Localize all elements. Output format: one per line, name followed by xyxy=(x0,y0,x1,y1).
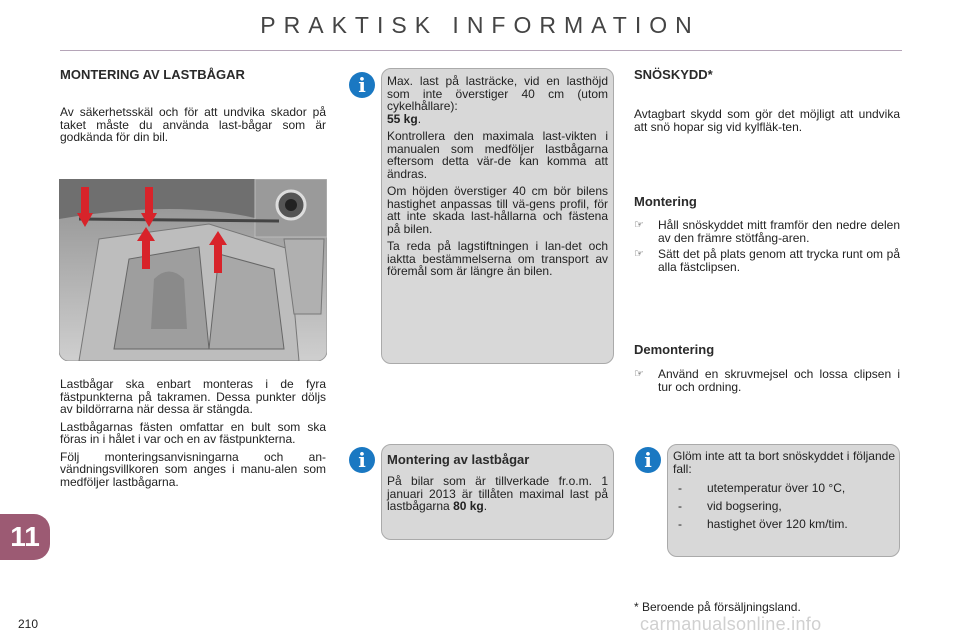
lastbagar-heading: MONTERING AV LASTBÅGAR xyxy=(60,67,245,82)
lastbagar-body xyxy=(60,378,326,493)
max-load-value: 55 kg xyxy=(387,111,418,126)
list-item: ☞ Använd en skruvmejsel och lossa clipsen i tur och ordning. xyxy=(634,367,900,394)
info-icon: i xyxy=(349,72,375,98)
demontering-list xyxy=(634,368,900,397)
info-paragraph: Om höjden överstiger 40 cm bör bilens hastighet anpassas till vä-gens profil, för att inte skada last-hållarna och fästena på bilen. xyxy=(387,184,608,236)
footnote: * Beroende på försäljningsland. xyxy=(634,600,801,614)
list-item: - utetemperatur över 10 °C, xyxy=(678,481,846,495)
montering-list xyxy=(634,219,900,277)
max-load-text: Max. last på lasträcke, vid en lasthöjd som inte överstiger 40 cm (utom cykelhållare): xyxy=(387,74,608,113)
info-icon: i xyxy=(349,447,375,473)
snoskydd-heading: SNÖSKYDD* xyxy=(634,67,713,82)
lastbagar-paragraph: Lastbågar ska enbart monteras i de fyra fästpunkterna på takramen. Dessa punkter döljs av bildörrarna när dessa är stängda. xyxy=(60,377,326,416)
list-item: ☞ Sätt det på plats genom att trycka runt om på alla fästclipsen. xyxy=(634,247,900,274)
info-paragraph: Ta reda på lagstiftningen i lan-det och iaktta bestämmelserna om transport av föremål som är längre än bilen. xyxy=(387,239,608,278)
list-item: - hastighet över 120 km/tim. xyxy=(678,517,848,531)
montering-lastbagar-heading: Montering av lastbågar xyxy=(387,452,530,467)
snoskydd-intro: Avtagbart skydd som gör det möjligt att undvika att snö hopar sig vid kylfläk-ten. xyxy=(634,107,900,134)
chapter-tab: 11 xyxy=(0,514,50,560)
info-icon: i xyxy=(635,447,661,473)
arrow-up-icon xyxy=(209,231,227,273)
montering-info-content: Montering av lastbågar På bilar som är tillverkade fr.o.m. 1 januari 2013 är tillåten maximal last på lastbågarna 80 kg. xyxy=(387,452,608,513)
pointing-hand-icon: ☞ xyxy=(634,368,644,380)
snoskydd-info-content xyxy=(673,450,895,535)
max-load-2013-value: 80 kg xyxy=(453,499,484,513)
montering-heading: Montering xyxy=(634,194,697,209)
page-title: PRAKTISK INFORMATION xyxy=(260,12,700,38)
montering-lastbagar-text: På bilar som är tillverkade fr.o.m. 1 januari 2013 är tillåten maximal last på lastbågarna xyxy=(387,474,608,513)
arrow-up-icon xyxy=(137,227,155,269)
roof-mount-illustration xyxy=(59,179,327,361)
pointing-hand-icon: ☞ xyxy=(634,248,644,260)
pointing-hand-icon: ☞ xyxy=(634,219,644,231)
lastbagar-intro: Av säkerhetsskäl och för att undvika skador på taket måste du använda last-bågar som är godkända för din bil. xyxy=(60,105,326,144)
list-item: - vid bogsering, xyxy=(678,499,782,513)
list-item: ☞ Håll snöskyddet mitt framför den nedre delen av den främre stötfång-aren. xyxy=(634,218,900,245)
lastbagar-paragraph: Följ monteringsanvisningarna och an-vändningsvillkoren som anges i manu-alen som medföljer lastbågarna. xyxy=(60,449,326,489)
max-load-info-text: Max. last på lasträcke, vid en lasthöjd som inte överstiger 40 cm (utom cykelhållare): 55 kg. Kontrollera den maximala last-vikten i manualen som medföljer lastbågarna eftersom detta vär-de kan komma att ändras. Om höjden överstiger 40 cm bör bilens hastighet anpassas till vä-gens profil, för att inte skada last-hållarna och fästena på bilen. Ta reda på lagstiftningen i lan-det och iaktta bestämmelserna om transport av föremål som är längre än bilen. xyxy=(387,74,608,278)
lastbagar-paragraph: Lastbågarnas fästen omfattar en bult som ska föras in i hålet i var och en av fästpunkterna. xyxy=(60,419,326,446)
page-number: 210 xyxy=(18,617,39,631)
arrow-down-icon xyxy=(77,187,93,227)
arrow-down-icon xyxy=(141,187,157,227)
watermark: carmanualsonline.info xyxy=(640,614,822,634)
info-paragraph: Kontrollera den maximala last-vikten i manualen som medföljer lastbågarna eftersom detta vär-de kan komma att ändras. xyxy=(387,129,608,181)
header-divider xyxy=(60,50,902,51)
demontering-heading: Demontering xyxy=(634,342,715,357)
snoskydd-info-intro: Glöm inte att ta bort snöskyddet i följande fall: xyxy=(673,449,895,476)
